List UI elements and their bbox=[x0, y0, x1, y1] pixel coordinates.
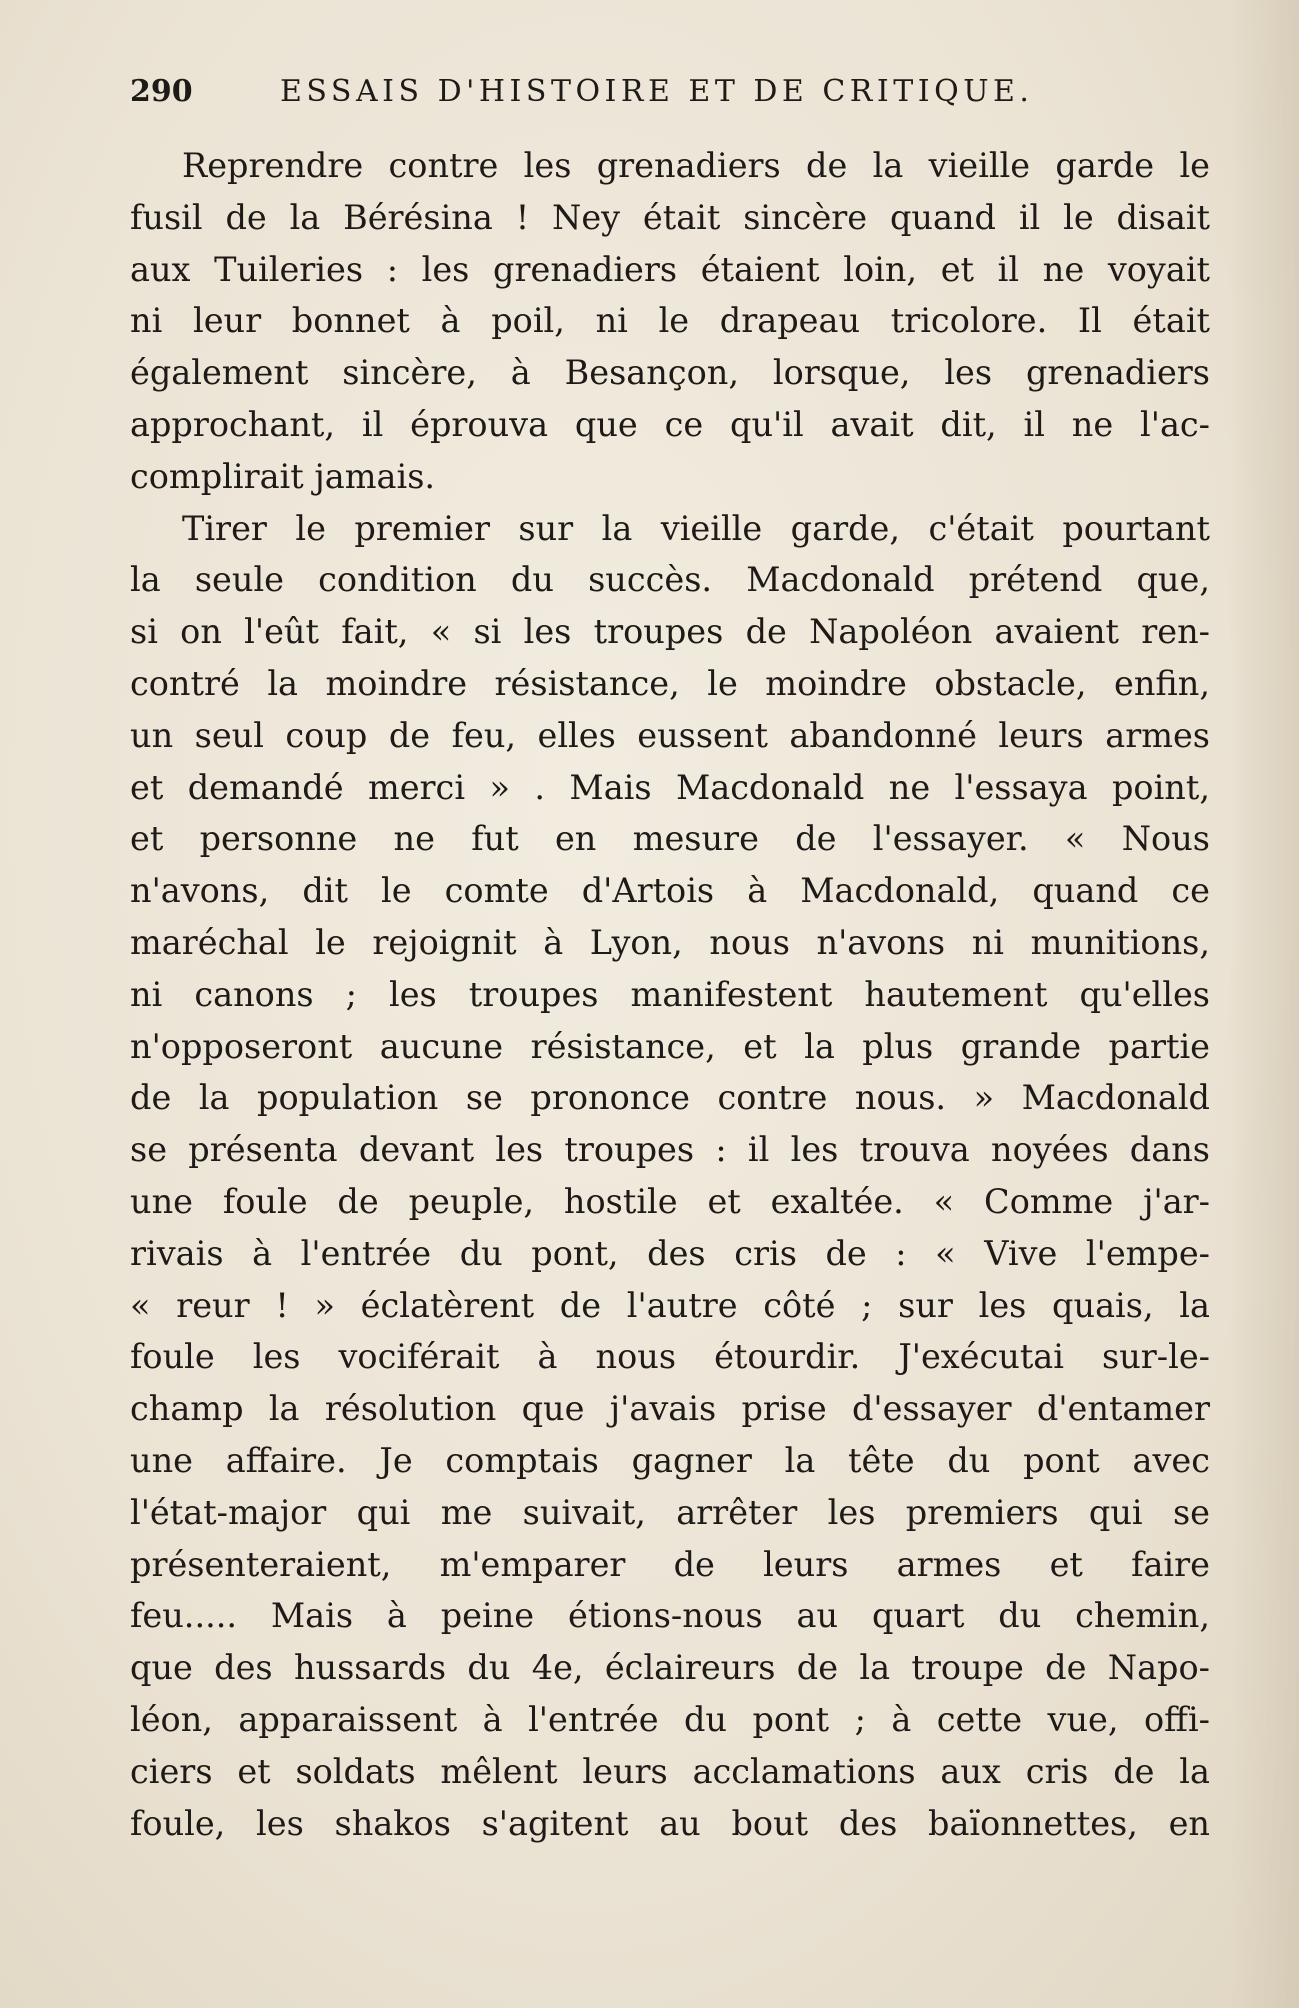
text-line: rivais à l'entrée du pont, des cris de : « Vive l'empe- bbox=[130, 1233, 1210, 1273]
text-line: un seul coup de feu, elles eussent abandonné leurs armes bbox=[130, 715, 1210, 755]
text-line: feu..... Mais à peine étions-nous au quart du chemin, bbox=[130, 1596, 1210, 1636]
text-line: fusil de la Bérésina ! Ney était sincère quand il le disait bbox=[130, 197, 1210, 237]
text-line: foule, les shakos s'agitent au bout des baïonnettes, en bbox=[130, 1803, 1210, 1843]
text-line: présenteraient, m'emparer de leurs armes et faire bbox=[130, 1544, 1210, 1584]
text-line: Reprendre contre les grenadiers de la vieille garde le bbox=[182, 146, 1210, 185]
text-line: ni canons ; les troupes manifestent hautement qu'elles bbox=[130, 974, 1210, 1014]
text-line: de la population se prononce contre nous. » Macdonald bbox=[130, 1078, 1210, 1118]
body-text bbox=[130, 140, 1210, 1849]
text-line: et demandé merci » . Mais Macdonald ne l'essaya point, bbox=[130, 767, 1210, 807]
page-edge-shadow bbox=[1229, 0, 1299, 2008]
text-line: se présenta devant les troupes : il les trouva noyées dans bbox=[130, 1130, 1210, 1170]
text-line: léon, apparaissent à l'entrée du pont ; à cette vue, offi- bbox=[130, 1699, 1210, 1739]
text-line: ni leur bonnet à poil, ni le drapeau tricolore. Il était bbox=[130, 301, 1210, 341]
text-line: que des hussards du 4e, éclaireurs de la troupe de Napo- bbox=[130, 1648, 1210, 1688]
text-line: « reur ! » éclatèrent de l'autre côté ; sur les quais, la bbox=[130, 1285, 1210, 1325]
text-line: Tirer le premier sur la vieille garde, c'était pourtant bbox=[182, 508, 1210, 548]
text-line: une affaire. Je comptais gagner la tête du pont avec bbox=[130, 1440, 1210, 1480]
page-header bbox=[130, 72, 1130, 112]
text-line: l'état-major qui me suivait, arrêter les premiers qui se bbox=[130, 1492, 1210, 1532]
text-line: également sincère, à Besançon, lorsque, les grenadiers bbox=[130, 353, 1210, 393]
text-line: maréchal le rejoignit à Lyon, nous n'avons ni munitions, bbox=[130, 922, 1210, 962]
text-line: et personne ne fut en mesure de l'essayer. « Nous bbox=[130, 819, 1210, 859]
running-head: ESSAIS D'HISTOIRE ET DE CRITIQUE. bbox=[280, 74, 1034, 109]
text-line: n'avons, dit le comte d'Artois à Macdonald, quand ce bbox=[130, 871, 1210, 911]
text-line: une foule de peuple, hostile et exaltée. « Comme j'ar- bbox=[130, 1181, 1210, 1221]
text-line: approchant, il éprouva que ce qu'il avait dit, il ne l'ac- bbox=[130, 404, 1210, 444]
text-line: complirait jamais. bbox=[130, 456, 436, 496]
text-line: contré la moindre résistance, le moindre obstacle, enfin, bbox=[130, 663, 1210, 703]
text-line: si on l'eût fait, « si les troupes de Napoléon avaient ren- bbox=[130, 612, 1210, 652]
text-line: aux Tuileries : les grenadiers étaient loin, et il ne voyait bbox=[130, 249, 1210, 289]
page-number: 290 bbox=[130, 74, 193, 109]
text-line: n'opposeront aucune résistance, et la plus grande partie bbox=[130, 1026, 1210, 1066]
text-line: ciers et soldats mêlent leurs acclamations aux cris de la bbox=[130, 1751, 1210, 1791]
text-line: la seule condition du succès. Macdonald prétend que, bbox=[130, 560, 1210, 600]
text-line: champ la résolution que j'avais prise d'essayer d'entamer bbox=[130, 1389, 1210, 1429]
text-line: foule les vociférait à nous étourdir. J'exécutai sur-le- bbox=[130, 1337, 1210, 1377]
